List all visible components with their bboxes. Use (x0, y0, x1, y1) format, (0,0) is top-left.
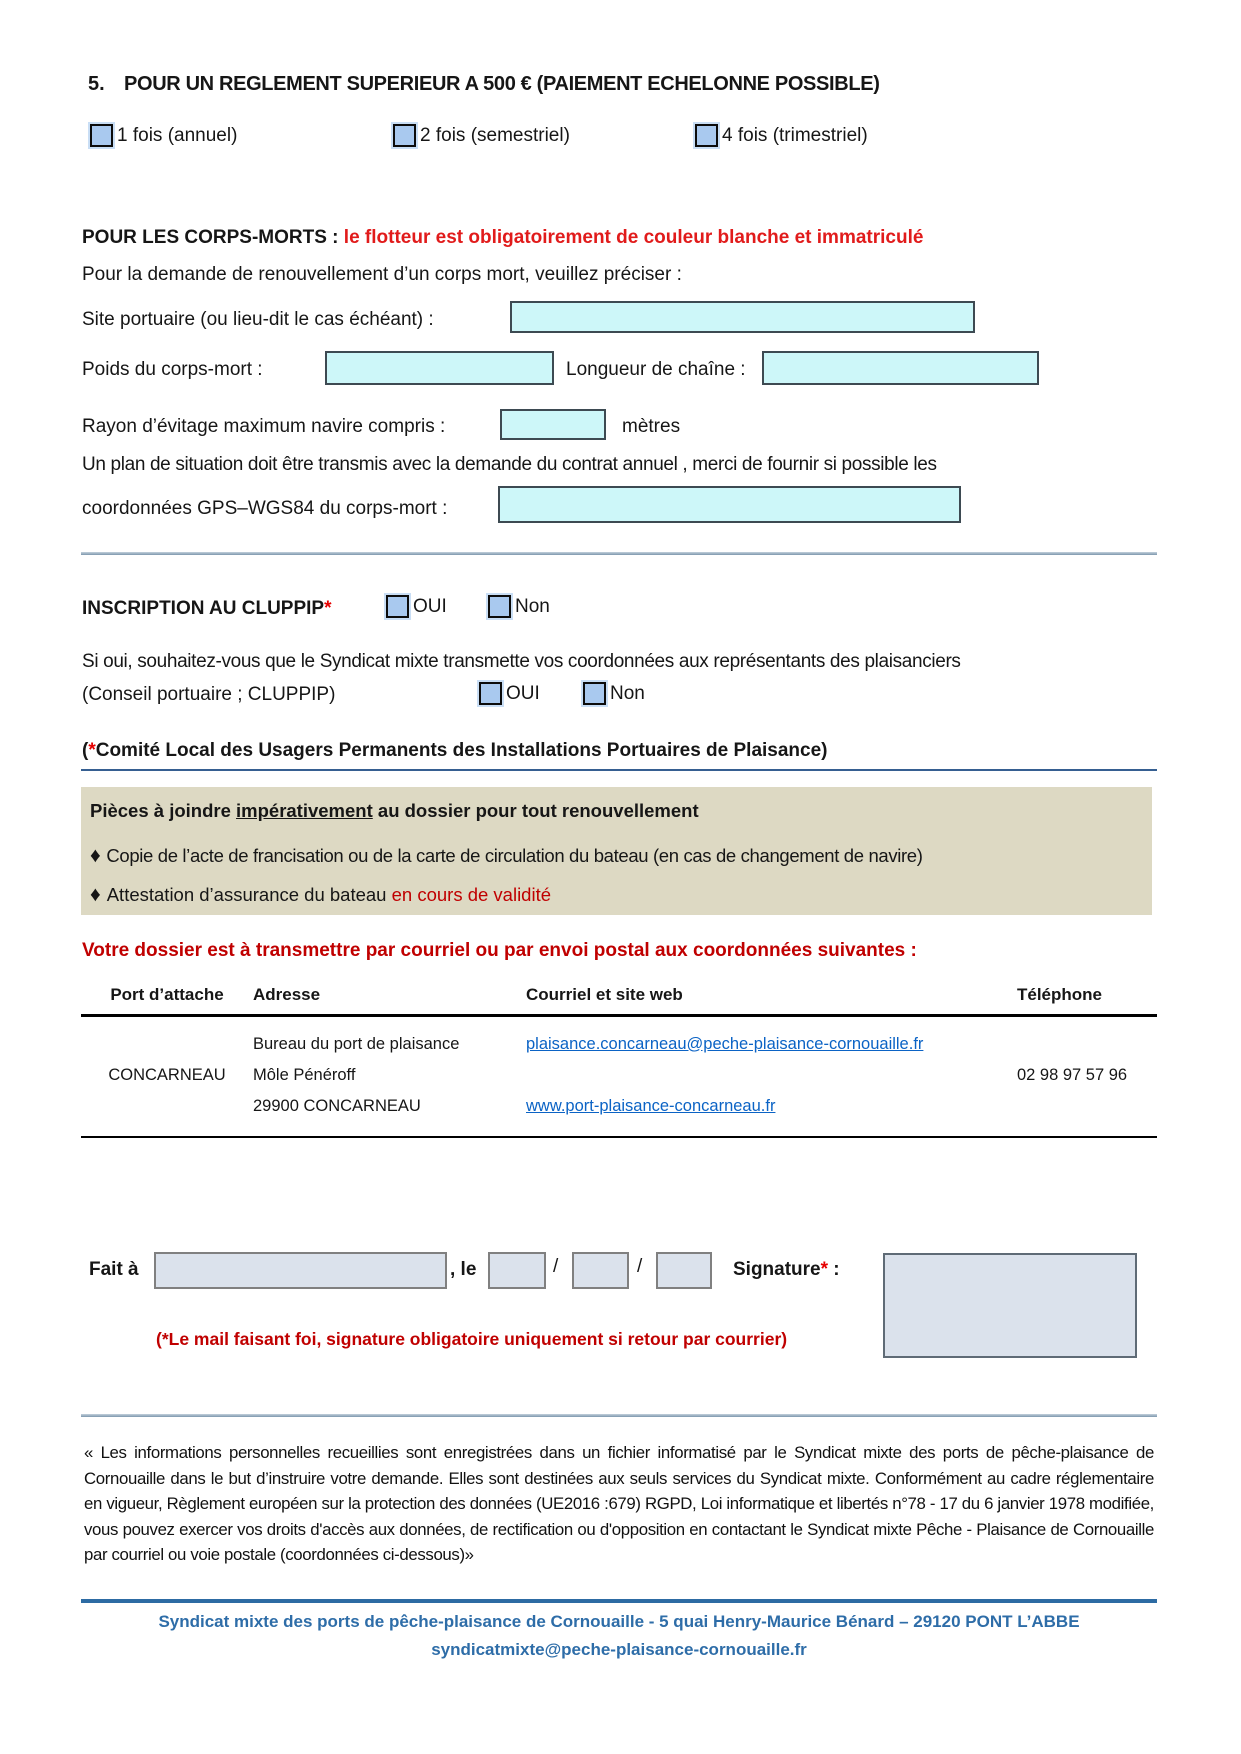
cell-telephone: 02 98 97 57 96 (1017, 1065, 1128, 1084)
checkbox-1-fois[interactable] (90, 124, 113, 147)
checkbox-2-fois[interactable] (393, 124, 416, 147)
date-slash-1: / (553, 1256, 559, 1277)
site-portuaire-label: Site portuaire (ou lieu-dit le cas échéant) : (82, 309, 434, 330)
poids-input[interactable] (325, 351, 554, 385)
cluppip-non-label: Non (515, 595, 550, 617)
cluppip-title-text: INSCRIPTION AU CLUPPIP (82, 598, 325, 619)
adresse-line-2: Môle Pénéroff (253, 1065, 356, 1084)
header-port: Port d’attache (110, 985, 224, 1004)
attachment-item-1-text: Copie de l’acte de francisation ou de la carte de circulation du bateau (en cas de changement de navire) (106, 845, 923, 866)
date-slash-2: / (637, 1256, 643, 1277)
attachments-title (90, 798, 1143, 824)
cluppip-asterisk: * (324, 598, 332, 619)
attachment-item-2 (90, 880, 1143, 910)
adresse-line-3: 29900 CONCARNEAU (253, 1096, 421, 1115)
header-adresse: Adresse (253, 985, 321, 1004)
section-title: POUR UN REGLEMENT SUPERIEUR A 500 € (PAIEMENT ECHELONNE POSSIBLE) (124, 73, 880, 95)
transmette-non-checkbox[interactable] (583, 682, 606, 705)
signature-box[interactable] (883, 1253, 1137, 1358)
cell-adresse (253, 1029, 526, 1122)
fait-a-label: Fait à (89, 1259, 139, 1280)
cluppip-question-line1: Si oui, souhaitez-vous que le Syndicat mixte transmette vos coordonnées aux représentants des plaisanciers (82, 651, 961, 672)
option-4-fois-label: 4 fois (trimestriel) (722, 124, 868, 146)
contact-table (81, 985, 1157, 1138)
section-number: 5. (88, 73, 105, 95)
adresse-line-1: Bureau du port de plaisance (253, 1034, 460, 1053)
transmit-intro: Votre dossier est à transmettre par courriel ou par envoi postal aux coordonnées suivantes : (82, 940, 917, 961)
day-input[interactable] (488, 1252, 546, 1289)
signature-asterisk: * (820, 1259, 829, 1280)
corps-morts-intro: Pour la demande de renouvellement d’un corps mort, veuillez préciser : (82, 264, 682, 285)
legal-text: « Les informations personnelles recueillies sont enregistrées dans un fichier informatisé par le Syndicat mixte des ports de pêche-plaisance de Cornouaille dans le but d’instruire votre demande. Elles sont destinées aux seuls services du Syndicat mixte. Conformément au cadre réglementaire en vigueur, Règlement européen sur la protection des données (UE2016 :679) RGPD, Loi informatique et libertés n°78 - 17 du 6 janvier 1978 modifiée, vous pouvez exercer vos droits d'accès aux données, de rectification ou d'opposition en contactant le Syndicat mixte Pêche - Plaisance de Cornouaille par courriel ou voie postale (coordonnées ci-dessous)» (84, 1443, 1154, 1564)
attachments-box (81, 787, 1152, 915)
divider-2 (81, 769, 1157, 771)
table-bottom-rule (81, 1136, 1157, 1139)
comite-note (82, 740, 828, 762)
transmette-oui-checkbox[interactable] (479, 682, 502, 705)
comite-asterisk: * (88, 740, 96, 761)
attachment-item-2-red: en cours de validité (391, 884, 552, 905)
transmette-non-label: Non (610, 682, 645, 704)
rayon-input[interactable] (500, 409, 606, 440)
cluppip-oui-label: OUI (413, 595, 447, 617)
cell-courriel (526, 1029, 1017, 1122)
comite-text: Comité Local des Usagers Permanents des Installations Portuaires de Plaisance) (95, 740, 828, 761)
poids-label: Poids du corps-mort : (82, 359, 263, 380)
signature-colon: : (828, 1259, 840, 1280)
option-2-fois (393, 124, 570, 147)
signature-label-text: Signature (733, 1259, 821, 1280)
header-courriel: Courriel et site web (526, 985, 683, 1004)
footer-rule (81, 1599, 1157, 1603)
footer-line-2: syndicatmixte@peche-plaisance-cornouaille.fr (431, 1640, 807, 1659)
attachment-item-1 (90, 841, 1143, 871)
signature-label (733, 1259, 840, 1281)
cluppip-non-checkbox[interactable] (488, 595, 511, 618)
diamond-bullet-icon: ♦ (90, 883, 101, 906)
transmette-oui-label: OUI (506, 682, 540, 704)
corps-morts-heading (82, 227, 923, 249)
email-link[interactable]: plaisance.concarneau@peche-plaisance-cornouaille.fr (526, 1034, 924, 1053)
divider-1 (81, 552, 1157, 555)
cluppip-non-choice (488, 595, 550, 618)
gps-input[interactable] (498, 486, 961, 523)
year-input[interactable] (656, 1252, 712, 1289)
option-1-fois-label: 1 fois (annuel) (117, 124, 238, 146)
header-telephone: Téléphone (1017, 985, 1103, 1004)
attachments-title-post: au dossier pour tout renouvellement (372, 800, 699, 821)
comite-paren: ( (82, 740, 89, 761)
le-label: , le (450, 1259, 477, 1280)
footer-line-1: Syndicat mixte des ports de pêche-plaisance de Cornouaille - 5 quai Henry-Maurice Bénard – 29120 PONT L’ABBE (158, 1612, 1080, 1631)
longueur-label: Longueur de chaîne : (566, 359, 746, 380)
plan-line2: coordonnées GPS–WGS84 du corps-mort : (82, 498, 448, 519)
cell-port: CONCARNEAU (108, 1065, 226, 1084)
rayon-label: Rayon d’évitage maximum navire compris : (82, 416, 446, 437)
transmette-non-choice (583, 682, 645, 705)
checkbox-4-fois[interactable] (695, 124, 718, 147)
table-header-row (81, 985, 1157, 1014)
diamond-bullet-icon: ♦ (90, 844, 101, 867)
cluppip-oui-checkbox[interactable] (386, 595, 409, 618)
option-4-fois (695, 124, 868, 147)
month-input[interactable] (572, 1252, 629, 1289)
plan-line1: Un plan de situation doit être transmis avec la demande du contrat annuel , merci de fournir si possible les (82, 454, 937, 475)
attachment-item-2-text: Attestation d’assurance du bateau (106, 884, 392, 905)
divider-3 (81, 1414, 1157, 1417)
corps-morts-label: POUR LES CORPS-MORTS : (82, 227, 339, 248)
attachments-title-underline: impérativement (236, 800, 373, 821)
attachments-title-pre: Pièces à joindre (90, 800, 237, 821)
website-link[interactable]: www.port-plaisance-concarneau.fr (526, 1096, 776, 1115)
longueur-input[interactable] (762, 351, 1039, 385)
option-2-fois-label: 2 fois (semestriel) (420, 124, 570, 146)
city-input[interactable] (154, 1252, 447, 1289)
option-1-fois (90, 124, 237, 147)
rayon-unit: mètres (622, 416, 681, 437)
transmette-oui-choice (479, 682, 540, 705)
cluppip-title (82, 598, 332, 620)
cluppip-question-line2: (Conseil portuaire ; CLUPPIP) (82, 684, 336, 705)
signature-note: (*Le mail faisant foi, signature obligatoire uniquement si retour par courrier) (156, 1329, 788, 1349)
site-portuaire-input[interactable] (510, 301, 975, 333)
table-row (81, 1017, 1157, 1136)
corps-morts-warning: le flotteur est obligatoirement de couleur blanche et immatriculé (343, 227, 924, 248)
cluppip-oui-choice (386, 595, 447, 618)
